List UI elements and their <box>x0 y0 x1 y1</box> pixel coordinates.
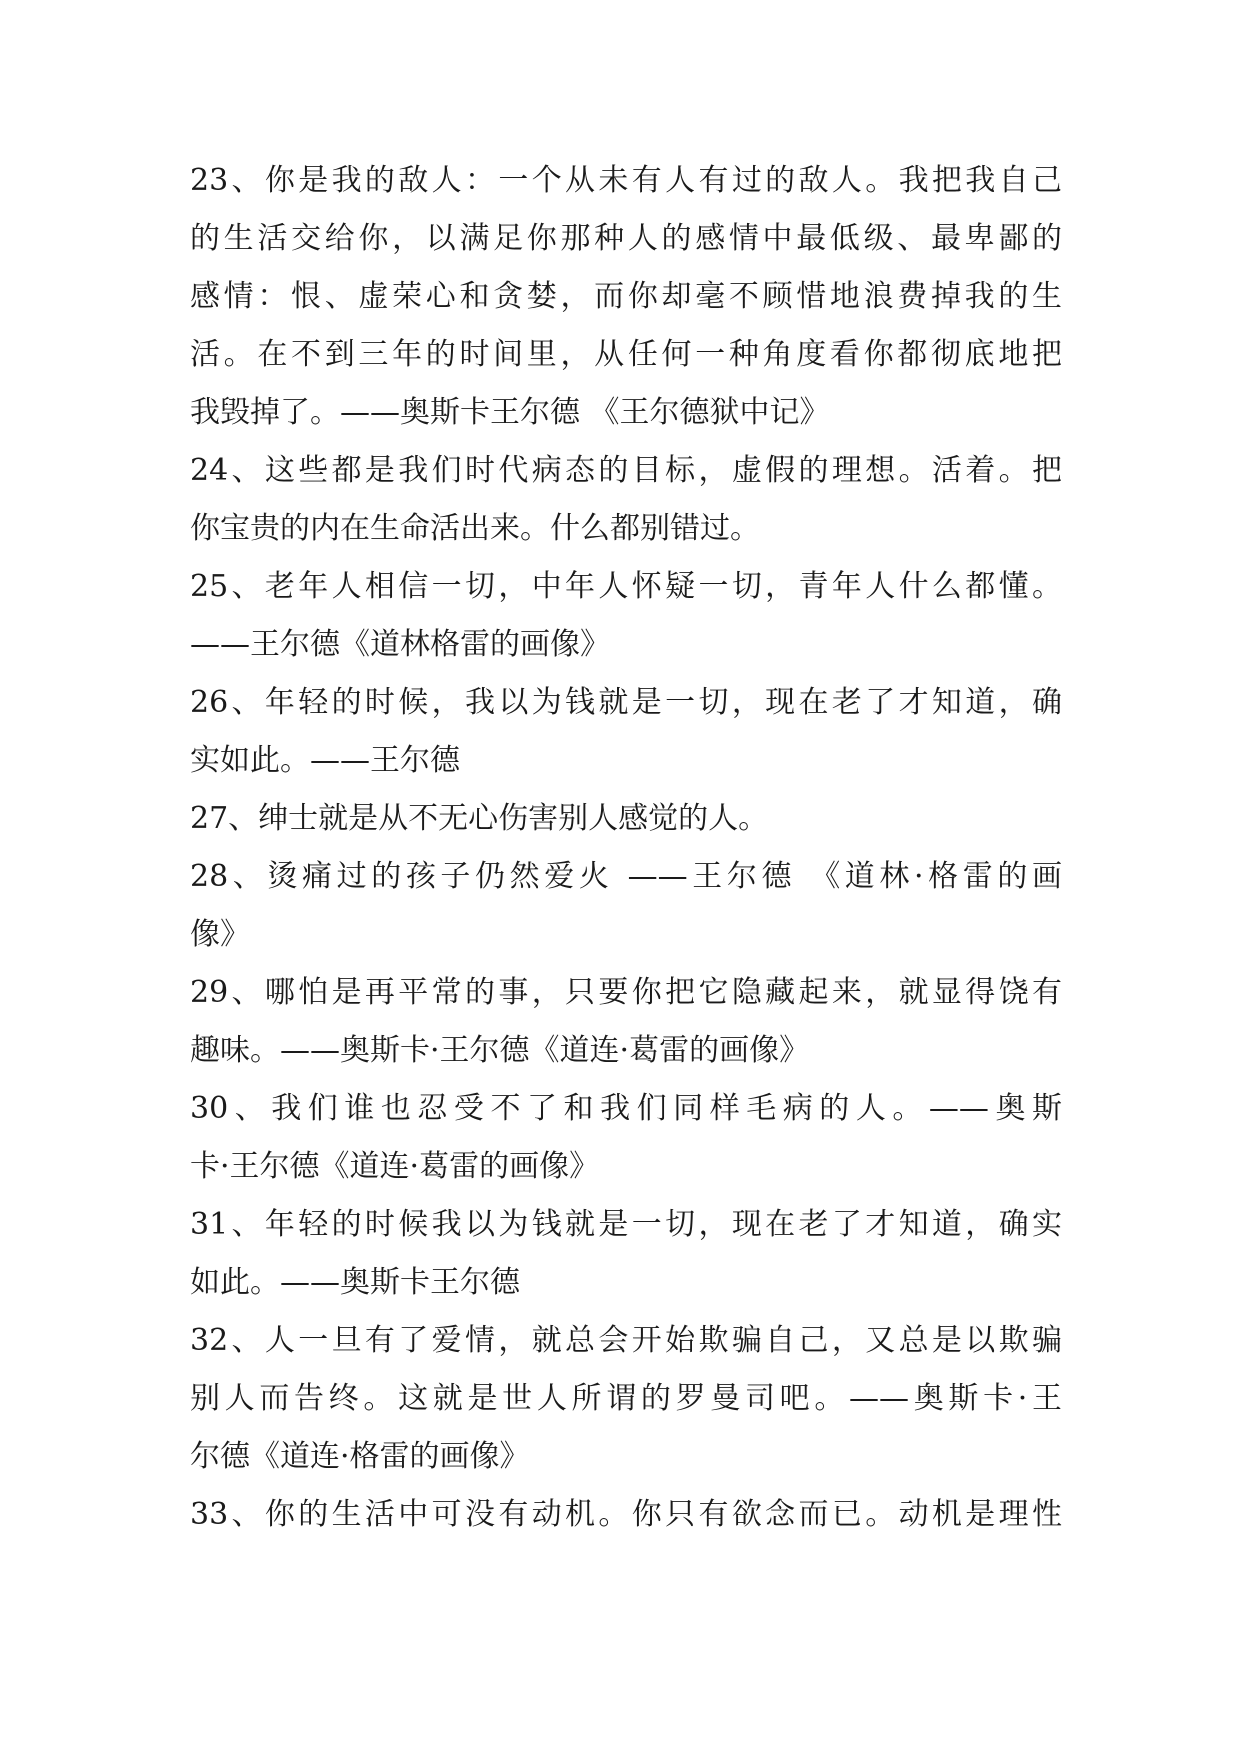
text-line: 的生活交给你，以满足你那种人的感情中最低级、最卑鄙的 <box>190 221 1062 256</box>
text-line: 23、你是我的敌人：一个从未有人有过的敌人。我把我自己 <box>190 163 1062 198</box>
text-line: 尔德《道连·格雷的画像》 <box>190 1439 530 1474</box>
text-line: 30、我们谁也忍受不了和我们同样毛病的人。——奥斯 <box>190 1091 1062 1126</box>
text-line: 24、这些都是我们时代病态的目标，虚假的理想。活着。把 <box>190 453 1062 488</box>
text-line: 28、烫痛过的孩子仍然爱火 ——王尔德 《道林·格雷的画 <box>190 859 1062 894</box>
text-line: 趣味。——奥斯卡·王尔德《道连·葛雷的画像》 <box>190 1033 810 1068</box>
text-line: 感情：恨、虚荣心和贪婪，而你却毫不顾惜地浪费掉我的生 <box>190 279 1062 314</box>
text-line: 32、人一旦有了爱情，就总会开始欺骗自己，又总是以欺骗 <box>190 1323 1062 1358</box>
text-line: ——王尔德《道林格雷的画像》 <box>190 627 610 662</box>
text-line: 27、绅士就是从不无心伤害别人感觉的人。 <box>190 801 769 836</box>
text-line: 我毁掉了。——奥斯卡王尔德 《王尔德狱中记》 <box>190 395 830 430</box>
text-line: 26、年轻的时候，我以为钱就是一切，现在老了才知道，确 <box>190 685 1062 720</box>
text-line: 33、你的生活中可没有动机。你只有欲念而已。动机是理性 <box>190 1497 1062 1532</box>
text-line: 卡·王尔德《道连·葛雷的画像》 <box>190 1149 600 1184</box>
text-line: 31、年轻的时候我以为钱就是一切，现在老了才知道，确实 <box>190 1207 1062 1242</box>
text-line: 29、哪怕是再平常的事，只要你把它隐藏起来，就显得饶有 <box>190 975 1062 1010</box>
quote-text-block <box>190 152 1062 1544</box>
text-line: 25、老年人相信一切，中年人怀疑一切，青年人什么都懂。 <box>190 569 1062 604</box>
text-line: 像》 <box>190 917 250 952</box>
text-line: 别人而告终。这就是世人所谓的罗曼司吧。——奥斯卡·王 <box>190 1381 1062 1416</box>
text-line: 活。在不到三年的时间里，从任何一种角度看你都彻底地把 <box>190 337 1062 372</box>
text-line: 如此。——奥斯卡王尔德 <box>190 1265 520 1300</box>
text-line: 你宝贵的内在生命活出来。什么都别错过。 <box>190 511 760 546</box>
text-line: 实如此。——王尔德 <box>190 743 460 778</box>
